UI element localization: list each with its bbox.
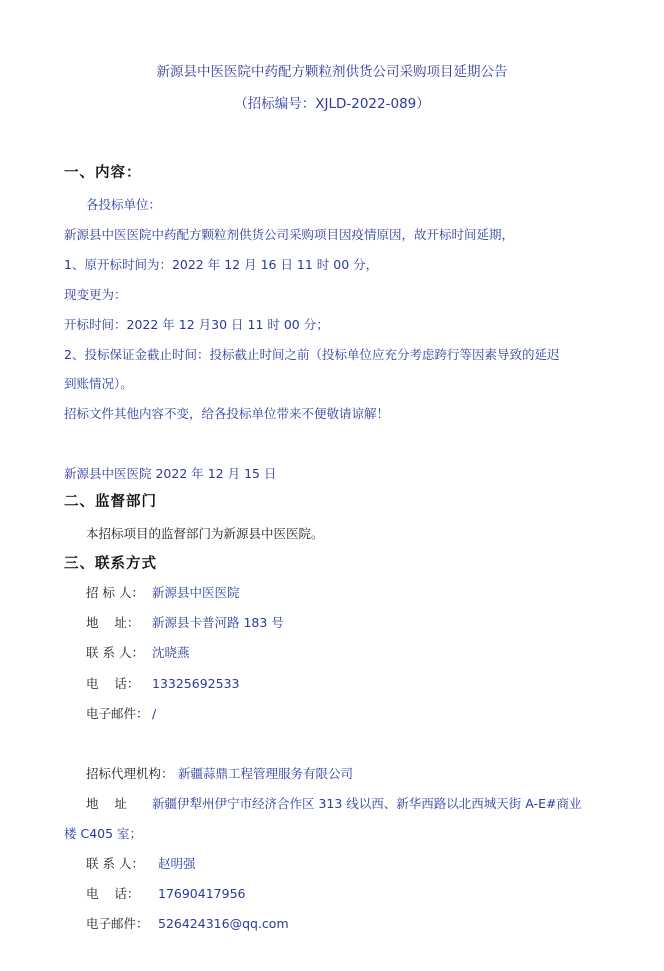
paragraph-delay-reason: 新源县中医医院中药配方颗粒剂供货公司采购项目因疫情原因，故开标时间延期， xyxy=(64,227,515,242)
section-supervision-heading: 二、监督部门 xyxy=(64,494,157,510)
phone-value: 13325692533 xyxy=(152,676,240,691)
signature-date: 新源县中医医院 2022 年 12 月 15 日 xyxy=(64,466,277,481)
section-content-heading: 一、内容： xyxy=(64,165,142,181)
tenderer-value: 新源县中医医院 xyxy=(152,585,240,600)
agency-contact-label: 联 系 人： xyxy=(86,856,144,871)
contact-label: 联 系 人： xyxy=(86,645,144,660)
section-contact-heading: 三、联系方式 xyxy=(64,556,157,572)
agency-label: 招标代理机构： xyxy=(86,766,174,781)
agency-address-cont: 楼 C405 室； xyxy=(64,826,143,841)
agency-email-value: 526424316@qq.com xyxy=(158,916,289,931)
agency-address-label: 地 址 xyxy=(86,796,127,811)
agency-phone-value: 17690417956 xyxy=(158,886,246,901)
tenderer-label: 招 标 人： xyxy=(86,585,144,600)
contact-value: 沈晓燕 xyxy=(152,645,190,660)
paragraph-deposit-deadline-cont: 到账情况）。 xyxy=(64,376,133,391)
paragraph-new-time: 开标时间：2022 年 12 月30 日 11 时 00 分； xyxy=(64,317,329,332)
phone-label: 电 话： xyxy=(86,676,140,691)
paragraph-apology: 招标文件其他内容不变，给各投标单位带来不便敬请谅解！ xyxy=(64,406,390,421)
address-value: 新源县卡普河路 183 号 xyxy=(152,615,284,630)
tender-number: （招标编号：XJLD-2022-089） xyxy=(234,96,430,112)
salutation: 各投标单位： xyxy=(86,197,162,212)
paragraph-changed-to: 现变更为： xyxy=(64,287,127,302)
document-title: 新源县中医医院中药配方颗粒剂供货公司采购项目延期公告 xyxy=(156,64,508,80)
agency-phone-label: 电 话： xyxy=(86,886,140,901)
agency-address-value: 新疆伊犁州伊宁市经济合作区 313 线以西、新华西路以北西城天街 A-E#商业 xyxy=(152,796,582,811)
agency-value: 新疆蒜鼎工程管理服务有限公司 xyxy=(178,766,354,781)
email-value: / xyxy=(152,706,157,721)
agency-contact-value: 赵明强 xyxy=(158,856,196,871)
paragraph-original-time: 1、原开标时间为：2022 年 12 月 16 日 11 时 00 分， xyxy=(64,257,379,272)
address-label: 地 址： xyxy=(86,615,140,630)
paragraph-deposit-deadline: 2、投标保证金截止时间：投标截止时间之前（投标单位应充分考虑跨行等因素导致的延迟 xyxy=(64,347,560,362)
email-label: 电子邮件： xyxy=(86,706,149,721)
supervision-text: 本招标项目的监督部门为新源县中医医院。 xyxy=(86,526,324,541)
agency-email-label: 电子邮件： xyxy=(86,916,149,931)
